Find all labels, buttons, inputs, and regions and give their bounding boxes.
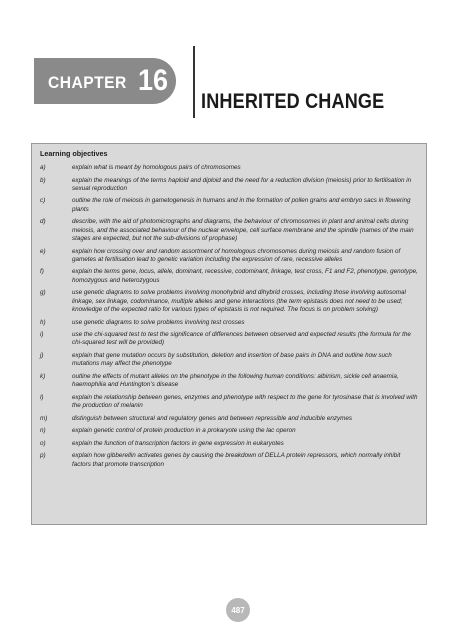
objective-text: describe, with the aid of photomicrographs and diagrams, the behaviour of chromosomes in plant and animal cells during meiosis, and the associated behaviour of the nuclear envelope, cell surface membrane and the spindle (names of the main stages are expected, but not the sub-divisions of prophase) [72,218,414,242]
objective-item [40,319,420,327]
objective-text: outline the role of meiosis in gametogenesis in humans and in the formation of pollen grains and embryo sacs in flowering plants [72,197,411,213]
objective-marker: e) [40,247,46,255]
page-number-badge: 487 [226,598,250,622]
objective-item [40,352,420,369]
objective-item [40,218,420,243]
objective-text: explain what is meant by homologous pairs of chromosomes [72,164,241,171]
objective-marker: c) [40,197,46,205]
chapter-label: CHAPTER [48,73,127,92]
objective-marker: o) [40,439,46,447]
objective-text: explain the meanings of the terms haploid and diploid and the need for a reduction division (meiosis) prior to fertilisation in sexual reproduction [72,176,412,192]
objective-marker: g) [40,289,46,297]
title-divider [193,46,195,118]
objective-marker: p) [40,452,46,460]
objective-item [40,289,420,314]
objective-marker: k) [40,372,46,380]
objective-marker: f) [40,268,44,276]
objective-item [40,440,420,448]
objective-item [40,427,420,435]
objective-marker: n) [40,427,46,435]
objective-item [40,394,420,411]
objective-item [40,268,420,285]
chapter-tab [34,58,176,104]
objective-text: explain the function of transcription factors in gene expression in eukaryotes [72,439,284,447]
objective-text: use genetic diagrams to solve problems involving monohybrid and dihybrid crosses, including those involving autosomal linkage, sex linkage, codominance, multiple alleles and gene interactions (the term epistasis does not need to be used; knowledge of the expected ratio for various types of epistasis is not required. The focus is on problem solving) [72,289,406,313]
objective-marker: a) [40,164,46,171]
objective-item [40,164,420,172]
objective-text: explain how gibberellin activates genes by causing the breakdown of DELLA protein repressors, which normally inhibit factors that promote transcription [72,452,401,468]
objective-item [40,331,420,348]
objective-text: distinguish between structural and regulatory genes and between repressible and inducible enzymes [72,414,353,422]
objective-text: explain the terms gene, locus, allele, dominant, recessive, codominant, linkage, test cross, F1 and F2, phenotype, genotype, homozygous and heterozygous [72,268,418,284]
objective-item [40,177,420,194]
objective-text: explain the relationship between genes, enzymes and phenotype with respect to the gene for tyrosinase that is involved with the production of melanin [72,393,418,410]
objective-marker: i) [40,331,44,339]
objective-text: use genetic diagrams to solve problems involving test crosses [72,318,245,326]
objective-marker: h) [40,318,46,326]
objective-marker: j) [40,352,44,360]
objectives-heading: Learning objectives [40,149,108,158]
objective-marker: d) [40,218,46,226]
objective-text: outline the effects of mutant alleles on the phenotype in the following human conditions: albinism, sickle cell anaemia, haemophilia and Huntington’s disease [72,372,399,389]
objective-marker: m) [40,414,48,422]
objective-item [40,197,420,214]
chapter-title: INHERITED CHANGE [201,90,385,113]
learning-objectives-box [31,143,427,525]
objective-text: explain how crossing over and random assortment of homologous chromosomes during meiosis and random fusion of gametes at fertilisation lead to genetic variation including the expression of rare, recessive alleles [72,247,401,263]
objective-text: explain that gene mutation occurs by substitution, deletion and insertion of base pairs in DNA and outline how such mutations may affect the phenotype [72,352,392,368]
objective-item [40,452,420,469]
objective-marker: l) [40,393,44,401]
chapter-number: 16 [137,64,168,97]
objective-text: explain genetic control of protein production in a prokaryote using the lac operon [72,427,296,435]
objective-marker: b) [40,176,46,184]
objective-item [40,248,420,265]
objective-text: use the chi-squared test to test the significance of differences between observed and expected results (the formula for the chi-squared test will be provided) [72,331,411,347]
objective-item [40,373,420,390]
objective-item [40,415,420,423]
objectives-list [40,164,420,469]
